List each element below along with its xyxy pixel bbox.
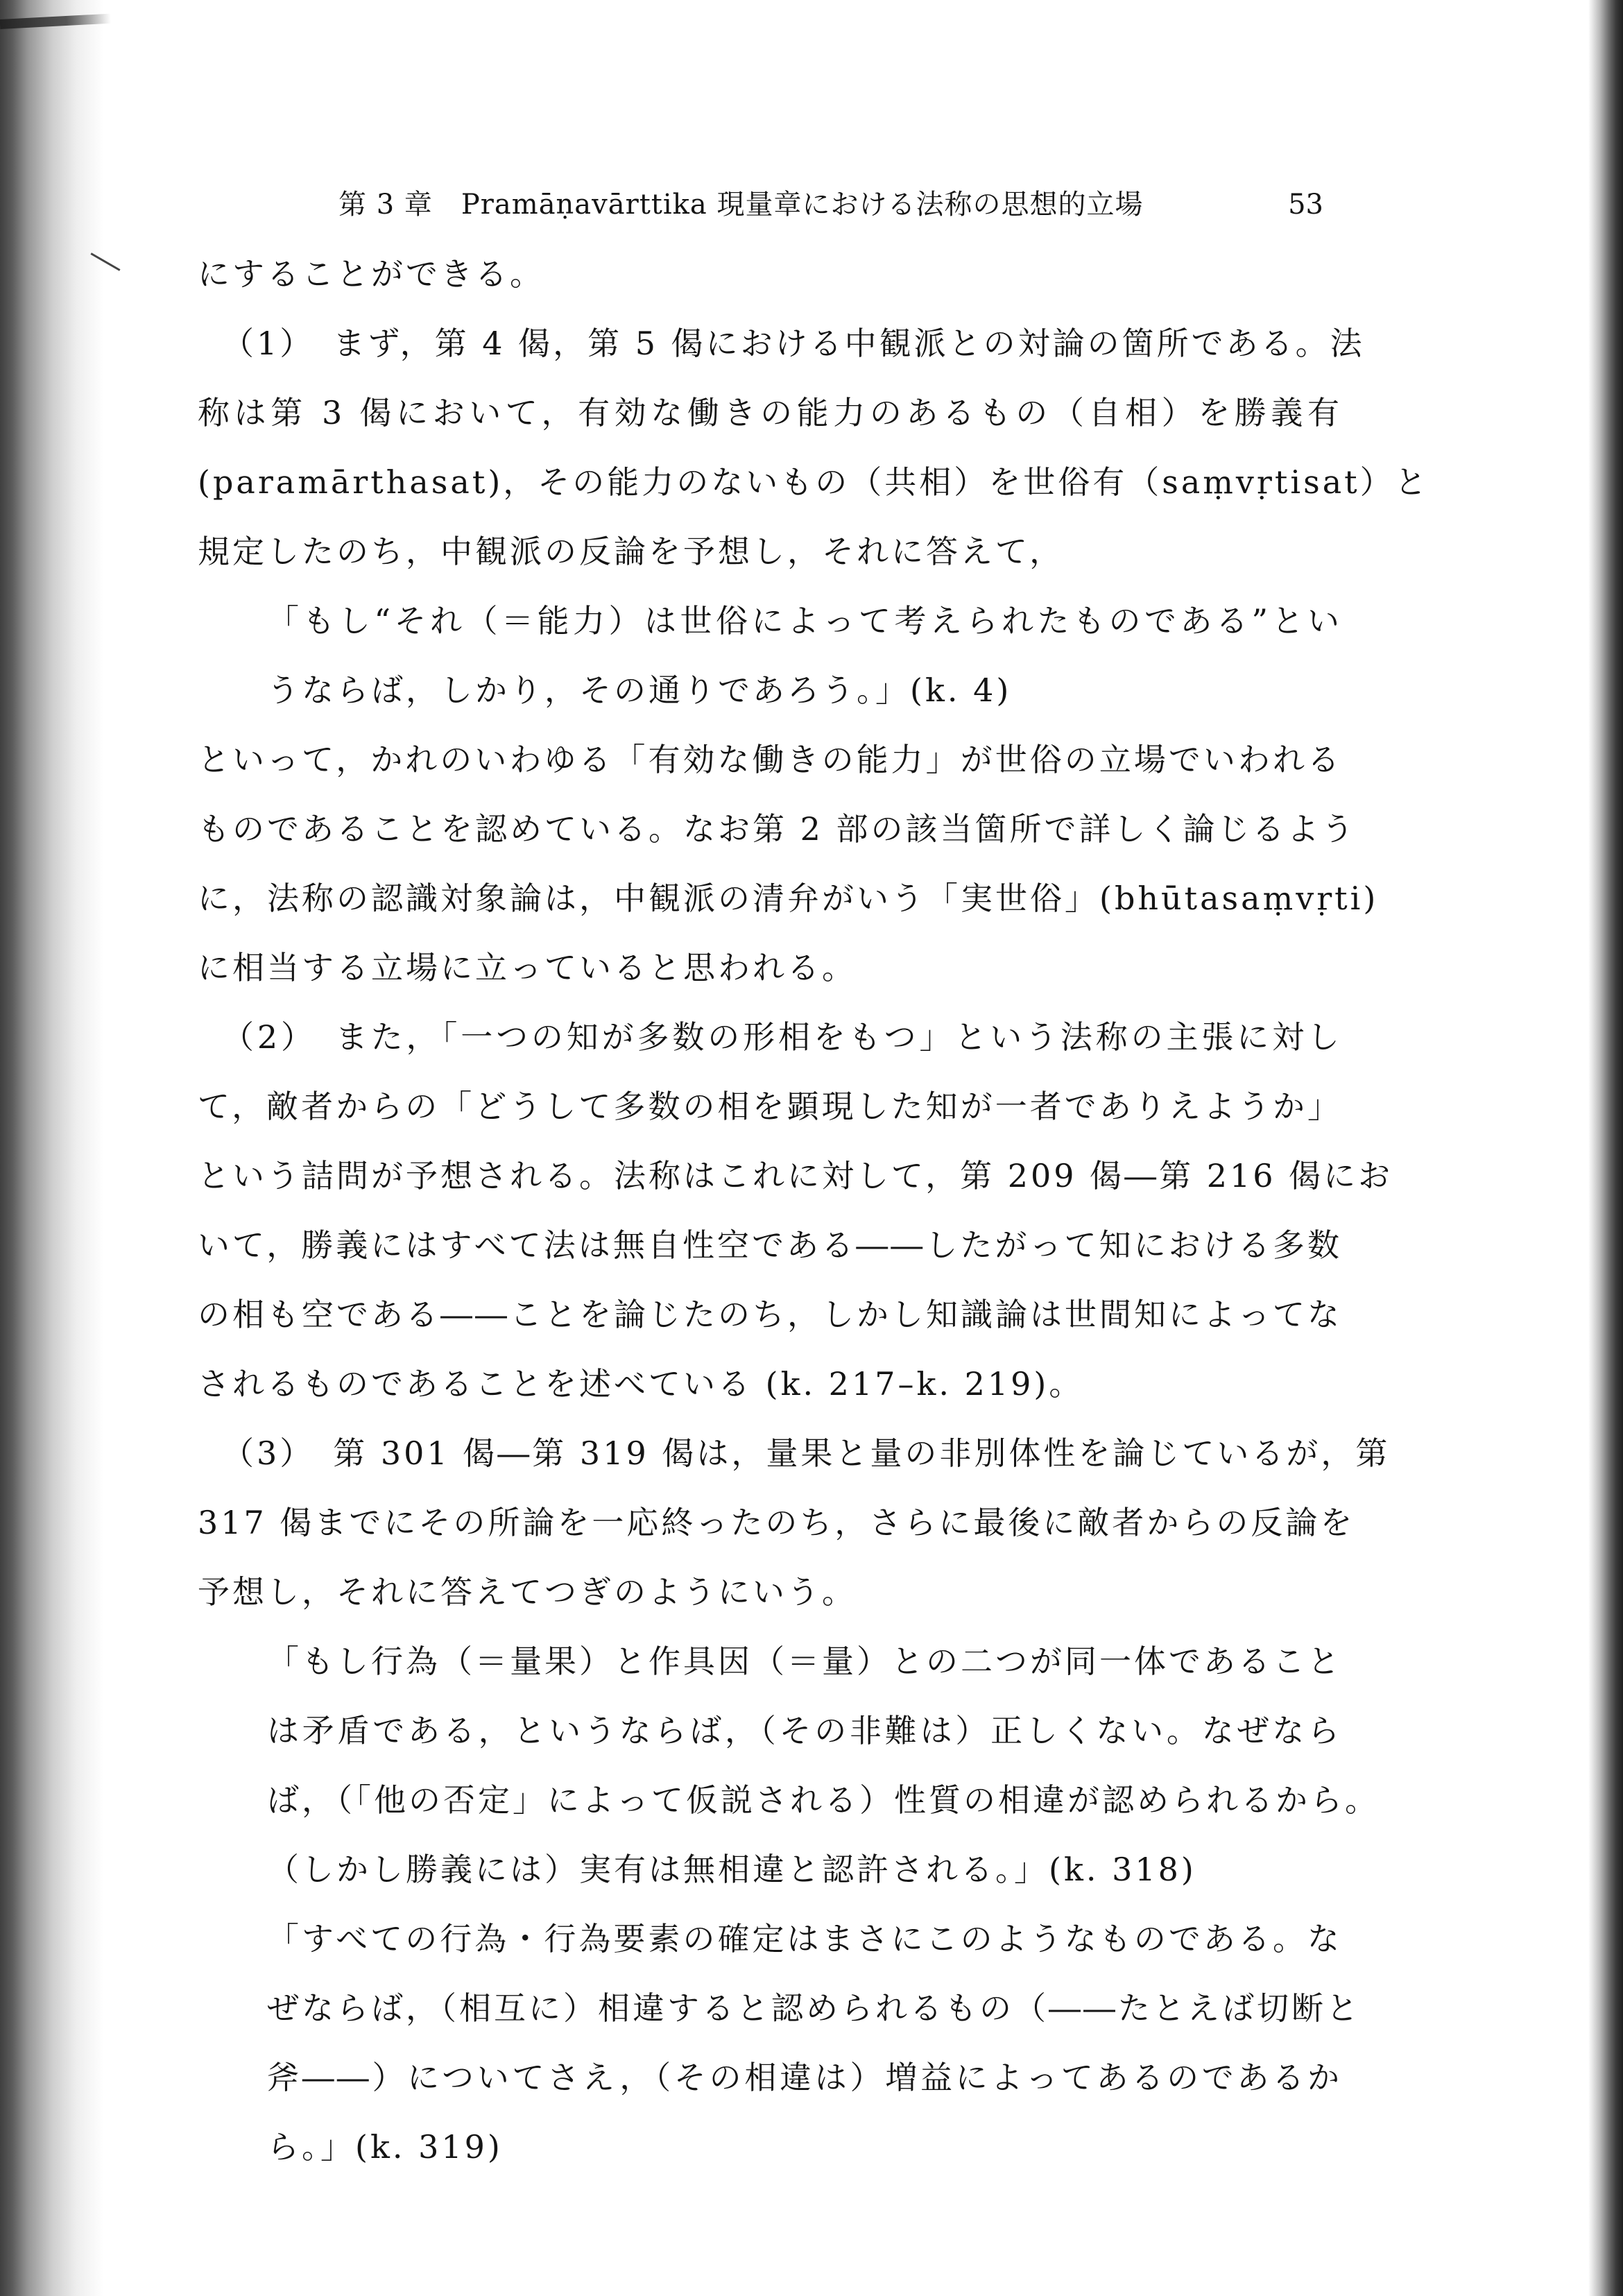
page-number: 53 xyxy=(1288,189,1323,221)
right-binding-shadow xyxy=(1588,0,1623,2296)
quote-line: 「すべての行為・行為要素の確定はまさにこのようなものである。な xyxy=(267,1920,1342,1957)
text-line: といって，かれのいわゆる「有効な働きの能力」が世俗の立場でいわれる xyxy=(198,741,1342,778)
text-line: （3） 第 301 偈―第 319 偈は，量果と量の非別体性を論じているが，第 xyxy=(222,1434,1391,1472)
left-binding-shadow xyxy=(0,0,104,2296)
quote-line: うならば，しかり，その通りであろう。」(k. 4) xyxy=(267,671,1012,709)
text-line: (paramārthasat)，その能力のないもの（共相）を世俗有（saṃvṛtisat）と xyxy=(198,463,1429,501)
text-line: （2） また，「一つの知が多数の形相をもつ」という法称の主張に対し xyxy=(222,1018,1342,1056)
text-line: ものであることを認めている。なお第 2 部の該当箇所で詳しく論じるよう xyxy=(198,810,1357,848)
text-line: 称は第 3 偈において，有効な働きの能力のあるもの（自相）を勝義有 xyxy=(198,394,1342,431)
body-text xyxy=(198,239,1429,2182)
text-line: の相も空である――ことを論じたのち，しかし知識論は世間知によってな xyxy=(198,1296,1342,1333)
text-line: 317 偈までにその所論を一応終ったのち，さらに最後に敵者からの反論を xyxy=(198,1504,1355,1541)
quote-line: 斧――）についてさえ，（その相違は）増益によってあるのであるか xyxy=(267,2059,1342,2096)
text-line: に，法称の認識対象論は，中観派の清弁がいう「実世俗」(bhūtasaṃvṛti) xyxy=(198,880,1379,917)
quote-line: （しかし勝義には）実有は無相違と認許される。」(k. 318) xyxy=(267,1851,1196,1888)
text-line: 規定したのち，中観派の反論を予想し，それに答えて， xyxy=(198,533,1065,570)
quote-line: 「もし行為（＝量果）と作具因（＝量）との二つが同一体であること xyxy=(267,1643,1342,1680)
quote-line: ら。」(k. 319) xyxy=(267,2128,503,2166)
text-line: という詰問が予想される。法称はこれに対して，第 209 偈―第 216 偈にお xyxy=(198,1157,1393,1194)
running-header xyxy=(338,180,1323,229)
text-line: にすることができる。 xyxy=(198,255,544,293)
text-line: 予想し，それに答えてつぎのようにいう。 xyxy=(198,1573,857,1611)
quote-line: 「もし“それ（＝能力）は世俗によって考えられたものである”とい xyxy=(267,602,1342,640)
quote-line: ぜならば，（相互に）相違すると認められるもの（――たとえば切断と xyxy=(267,1989,1361,2027)
quote-line: ば，（「他の否定」によって仮説される）性質の相違が認められるから。 xyxy=(267,1781,1380,1819)
text-line: いて，勝義にはすべて法は無自性空である――したがって知における多数 xyxy=(198,1226,1342,1264)
text-line: されるものであることを述べている (k. 217–k. 219)。 xyxy=(198,1365,1084,1403)
text-line: て，敵者からの「どうして多数の相を顕現した知が一者でありえようか」 xyxy=(198,1088,1342,1125)
text-line: （1） まず，第 4 偈，第 5 偈における中観派との対論の箇所である。法 xyxy=(222,325,1365,362)
chapter-title: 第 3 章 Pramāṇavārttika 現量章における法称の思想的立場 xyxy=(338,189,1144,221)
text-line: に相当する立場に立っていると思われる。 xyxy=(198,949,857,986)
quote-line: は矛盾である，というならば，（その非難は）正しくない。なぜなら xyxy=(267,1712,1342,1749)
